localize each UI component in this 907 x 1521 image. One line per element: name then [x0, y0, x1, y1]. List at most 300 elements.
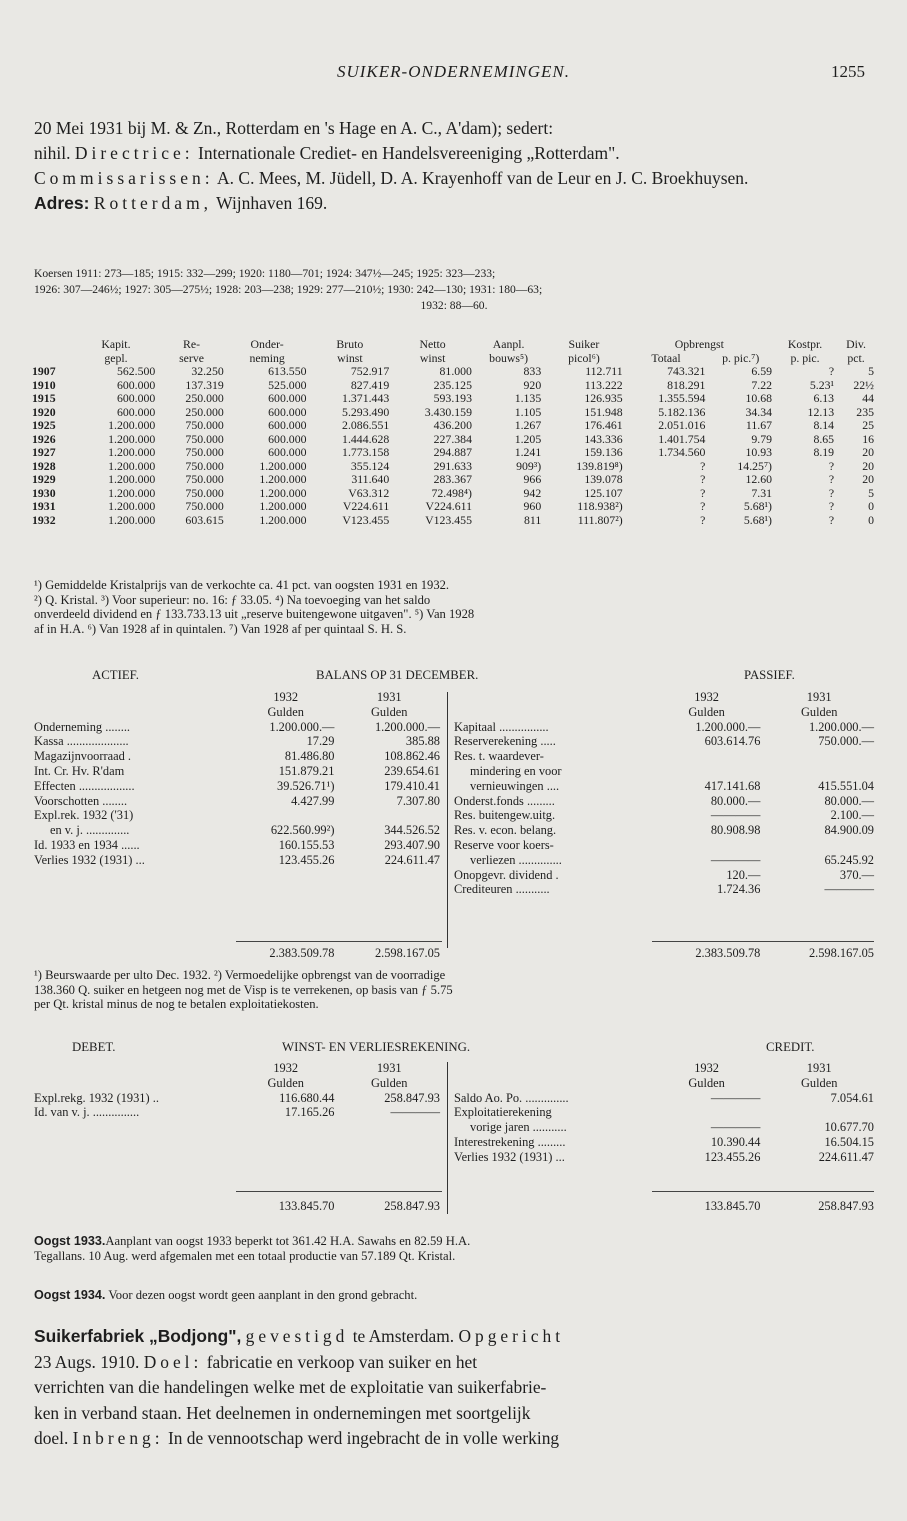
table-cell: 235.125 — [433, 377, 472, 392]
bodjong-doel-text: fabricatie en verkoop van suiker en het — [206, 1351, 478, 1372]
page-number: 1255 — [831, 62, 865, 81]
bodjong-doel-label: Doel: — [143, 1351, 203, 1372]
bodjong-company-name: Suikerfabriek „Bodjong", — [34, 1326, 242, 1346]
credit-table — [452, 1061, 876, 1165]
table-row — [452, 779, 876, 794]
table-row — [452, 794, 876, 809]
passief-table — [452, 690, 876, 897]
table-cell: 283.367 — [433, 472, 472, 486]
year-header: 1932 — [694, 1061, 719, 1075]
table-cell: 113.222 — [584, 377, 623, 392]
table-row — [32, 764, 442, 779]
table-row — [452, 882, 876, 897]
table-cell: 909³) — [516, 458, 542, 473]
table-cell: 1929 — [32, 472, 56, 486]
table-cell: 5.293.490 — [342, 404, 390, 419]
table-cell: 11.67 — [745, 418, 772, 432]
table-cell: 116.680.44 — [279, 1090, 335, 1105]
table-cell: 1.401.754 — [658, 431, 706, 446]
intro-nihil: nihil. — [34, 143, 71, 163]
total-cell: 2.598.167.05 — [808, 946, 874, 960]
table-row — [32, 823, 442, 838]
table-cell: 750.000 — [185, 445, 224, 459]
table-cell: 750.000 — [185, 485, 224, 500]
oogst-1934-label: Oogst 1934. — [34, 1288, 106, 1302]
table-cell: 235 — [856, 404, 874, 419]
koersen-line-3: 1932: 88—60. — [420, 299, 488, 312]
table-cell: 1930 — [32, 485, 56, 500]
commissarissen-text: A. C. Mees, M. Jüdell, D. A. Krayenhoff van de Leur en J. C. Broekhuysen. — [217, 168, 749, 188]
table-cell: 250.000 — [185, 391, 224, 405]
table-row — [30, 460, 876, 474]
table-cell: ? — [828, 485, 835, 500]
table-cell: 355.124 — [350, 458, 390, 473]
footnote-line: 138.360 Q. suiker en hetgeen nog met de Visp is te verrekenen, op basis van ƒ 5.75 — [34, 982, 453, 997]
table-cell: Onderneming ........ — [34, 719, 131, 734]
table-cell: mindering en voor — [470, 763, 562, 778]
bodjong-entry — [34, 1324, 874, 1452]
table-cell: 1.200.000 — [108, 418, 156, 432]
table-header-cell: Div. — [846, 337, 866, 351]
table-cell: 818.291 — [667, 377, 706, 392]
table-cell: 5 — [868, 485, 874, 500]
table-cell: 0 — [868, 512, 874, 527]
year-header: 1932 — [273, 690, 299, 704]
table-cell: Id. 1933 en 1934 ...... — [34, 837, 140, 852]
table-cell: 2.100.— — [830, 808, 874, 823]
table-cell: 293.407.90 — [384, 837, 440, 852]
table-cell: 80.000.— — [824, 793, 874, 808]
table-cell: 1.135 — [514, 391, 542, 405]
table-cell: 6.59 — [751, 364, 772, 378]
table-row — [452, 1120, 876, 1135]
table-cell: 1.205 — [514, 431, 542, 446]
table-row — [452, 823, 876, 838]
actief-heading: ACTIEF. — [92, 668, 139, 682]
table-header-cell: Onder- — [250, 337, 284, 351]
table-cell: Res. t. waardever- — [454, 749, 544, 764]
debet-total — [32, 1199, 442, 1214]
table-header-cell: neming — [249, 351, 285, 365]
table-cell: Effecten .................. — [34, 778, 135, 793]
table-cell: 81.486.80 — [284, 749, 335, 764]
column-divider — [447, 692, 448, 948]
table-cell: 1.200.000 — [108, 445, 156, 459]
table-cell: 1.355.594 — [658, 391, 706, 405]
total-cell: 2.383.509.78 — [695, 946, 761, 960]
adres-text: Wijnhaven 169. — [216, 193, 328, 213]
table-header-cell: bouws⁵) — [489, 351, 529, 365]
table-cell: 827.419 — [350, 377, 390, 392]
table-cell: 811 — [523, 512, 542, 527]
table-cell: Kapitaal ................ — [454, 719, 549, 734]
table-header-cell — [30, 337, 75, 351]
table-cell: 1926 — [32, 431, 56, 446]
intro-paragraph — [34, 116, 874, 216]
table-cell: 1.200.000 — [108, 458, 156, 473]
table-cell: ? — [828, 472, 835, 486]
passief-total — [452, 946, 876, 961]
table-row — [32, 808, 442, 823]
table-cell: 239.654.61 — [384, 763, 440, 778]
table-cell: ? — [700, 512, 706, 527]
table-cell: 12.60 — [745, 472, 772, 486]
table-cell: 72.498⁴) — [431, 485, 472, 500]
table-cell: 1.200.000 — [108, 512, 156, 527]
bodjong-date: 23 Augs. 1910. — [34, 1351, 140, 1372]
table-cell: 5.23¹ — [809, 377, 835, 392]
table-cell: 1.200.000.— — [695, 719, 761, 734]
table-cell: 966 — [523, 472, 542, 486]
table-row — [30, 473, 876, 487]
oogst-1933-text: Aanplant van oogst 1933 beperkt tot 361.42 H.A. Sawahs en 82.59 H.A. — [105, 1234, 471, 1248]
table-header-row — [32, 1076, 442, 1091]
table-cell: 7.054.61 — [830, 1090, 874, 1105]
table-cell: 600.000 — [116, 377, 156, 392]
table-header-cell: Netto — [419, 337, 446, 351]
table-cell: 1925 — [32, 418, 56, 432]
table-cell: 1.200.000 — [259, 485, 307, 500]
table-row — [32, 734, 442, 749]
table-row — [452, 868, 876, 883]
directrice-label: Directrice: — [74, 143, 194, 163]
table-cell: 5.68¹) — [743, 512, 772, 527]
bodjong-line-3: verrichten van die handelingen welke met de exploitatie van suikerfabrie- — [34, 1377, 547, 1397]
table-row — [32, 794, 442, 809]
table-cell: 20 — [862, 458, 874, 473]
credit-heading: CREDIT. — [766, 1040, 815, 1054]
table-header-cell: Re- — [183, 337, 201, 351]
table-cell: 250.000 — [185, 404, 224, 419]
table-header-cell — [452, 1061, 651, 1076]
total-cell: 133.845.70 — [704, 1199, 761, 1213]
table-cell: 8.19 — [813, 445, 835, 459]
table-header-cell — [32, 1061, 235, 1076]
table-header-cell: Suiker — [568, 337, 600, 351]
table-cell — [651, 1105, 763, 1120]
table-footnotes — [34, 578, 874, 636]
oogst-1934-line — [34, 1288, 874, 1303]
table-header-row — [32, 705, 442, 720]
table-cell: 593.193 — [433, 391, 472, 405]
year-header: 1932 — [273, 1061, 299, 1075]
table-cell: V123.455 — [342, 512, 390, 527]
table-cell: 81.000 — [439, 364, 472, 378]
table-cell: 344.526.52 — [384, 823, 440, 838]
table-cell: 613.550 — [268, 364, 307, 378]
table-cell: 123.455.26 — [704, 1149, 761, 1164]
table-cell: 562.500 — [116, 364, 156, 378]
table-row — [452, 1105, 876, 1120]
table-row — [30, 419, 876, 433]
total-cell: 133.845.70 — [278, 1199, 335, 1213]
table-cell: 294.887 — [433, 445, 472, 459]
table-cell: ? — [700, 472, 706, 486]
table-cell — [452, 946, 651, 961]
table-cell: 160.155.53 — [278, 837, 335, 852]
table-cell: V224.611 — [425, 499, 472, 513]
dividend-table — [30, 337, 876, 527]
table-cell: 10.93 — [745, 445, 772, 459]
table-cell: 151.879.21 — [278, 763, 335, 778]
table-cell: 750.000 — [185, 472, 224, 486]
table-header-row — [452, 1076, 876, 1091]
table-cell: 525.000 — [268, 377, 307, 392]
table-row — [30, 500, 876, 514]
table-cell: Expl.rekg. 1932 (1931) .. — [34, 1090, 159, 1105]
table-row — [32, 779, 442, 794]
table-cell: 1928 — [32, 458, 56, 473]
table-cell: 1910 — [32, 377, 56, 392]
table-row — [32, 749, 442, 764]
table-cell — [32, 1199, 235, 1214]
table-row — [452, 1150, 876, 1165]
table-row — [30, 487, 876, 501]
table-cell: 14.25⁷) — [737, 458, 772, 473]
table-cell: 1.724.36 — [717, 882, 761, 897]
table-cell — [336, 808, 442, 823]
table-cell: 111.807²) — [577, 512, 623, 527]
table-cell: 1920 — [32, 404, 56, 419]
table-cell: 600.000 — [268, 431, 307, 446]
table-header-cell: winst — [419, 351, 446, 365]
table-cell: Magazijnvoorraad . — [34, 749, 132, 764]
table-cell: 1.200.000 — [259, 499, 307, 513]
table-row — [452, 808, 876, 823]
dividend-table-body — [30, 365, 876, 527]
table-cell: vernieuwingen .... — [470, 778, 560, 793]
table-cell: 151.948 — [584, 404, 623, 419]
debet-heading: DEBET. — [72, 1040, 116, 1054]
table-cell: 3.430.159 — [424, 404, 472, 419]
winst-title: WINST- EN VERLIESREKENING. — [282, 1040, 471, 1054]
year-header: 1931 — [806, 690, 832, 704]
table-header-row — [30, 337, 876, 351]
table-cell: 143.336 — [584, 431, 623, 446]
table-cell: 291.633 — [433, 458, 472, 473]
year-header: 1931 — [376, 690, 402, 704]
table-cell: 139.078 — [584, 472, 623, 486]
table-row — [32, 838, 442, 853]
footnote-line: ¹) Beurswaarde per ulto Dec. 1932. ²) Vermoedelijke opbrengst van de voorradige — [34, 968, 446, 982]
table-cell: ———— — [710, 1090, 761, 1105]
table-cell: Crediteuren ........... — [454, 882, 550, 897]
table-cell: 1907 — [32, 364, 56, 378]
table-cell: 39.526.71¹) — [277, 778, 335, 793]
table-cell: 750.000.— — [818, 734, 874, 749]
oogst-1933-label: Oogst 1933. — [34, 1234, 106, 1248]
table-header-row — [452, 690, 876, 705]
table-header-cell — [452, 690, 651, 705]
table-cell: 1915 — [32, 391, 56, 405]
table-cell: 6.13 — [813, 391, 835, 405]
table-row — [32, 853, 442, 868]
table-cell: verliezen .............. — [470, 852, 562, 867]
sum-rule — [652, 1191, 874, 1192]
column-divider — [447, 1062, 448, 1214]
table-cell: 1.241 — [514, 445, 542, 459]
table-cell: 750.000 — [185, 458, 224, 473]
table-cell — [235, 808, 336, 823]
table-cell: 0 — [868, 499, 874, 513]
table-cell: 126.935 — [584, 391, 623, 405]
table-row — [30, 379, 876, 393]
table-cell: 750.000 — [185, 499, 224, 513]
table-cell: 65.245.92 — [824, 852, 874, 867]
table-cell: ? — [700, 499, 706, 513]
table-row — [452, 764, 876, 779]
table-cell: 370.— — [839, 867, 874, 882]
oogst-1934 — [34, 1288, 874, 1303]
table-cell: 5.182.136 — [658, 404, 706, 419]
table-header-cell — [30, 351, 75, 365]
unit-header: Gulden — [267, 704, 304, 719]
table-cell: 7.307.80 — [396, 793, 440, 808]
running-header — [0, 62, 907, 86]
table-cell: 84.900.09 — [824, 823, 874, 838]
table-cell: 942 — [523, 485, 542, 500]
table-cell: 1.200.000 — [108, 472, 156, 486]
table-row — [452, 1135, 876, 1150]
table-row — [452, 838, 876, 853]
table-header-cell: p. pic.⁷) — [722, 351, 760, 365]
sum-rule — [236, 941, 442, 942]
table-cell: V224.611 — [342, 499, 390, 513]
table-header-cell: Bruto — [336, 337, 364, 351]
table-header-cell — [32, 705, 235, 720]
table-cell — [651, 749, 763, 764]
directrice-text: Internationale Crediet- en Handelsvereeniging „Rotterdam". — [198, 143, 620, 163]
table-cell: 2.051.016 — [658, 418, 706, 432]
unit-header: Gulden — [267, 1075, 304, 1090]
table-cell: 25 — [862, 418, 874, 432]
table-cell: 1.200.000.— — [269, 719, 335, 734]
table-cell: 603.615 — [185, 512, 224, 527]
table-cell: 125.107 — [584, 485, 623, 500]
total-cell: 2.598.167.05 — [374, 946, 440, 960]
bodjong-opgericht-label: Opgericht — [458, 1326, 565, 1346]
table-cell: 224.611.47 — [384, 852, 440, 867]
oogst-1933-line-2: Tegallans. 10 Aug. werd afgemalen met een totaal productie van 57.189 Qt. Kristal. — [34, 1249, 456, 1263]
bodjong-inbreng-label: Inbreng: — [72, 1428, 164, 1448]
sum-rule — [236, 1191, 442, 1192]
table-cell: 176.461 — [584, 418, 623, 432]
table-row — [32, 720, 442, 735]
table-cell: 622.560.99²) — [270, 823, 335, 838]
table-cell: 600.000 — [268, 445, 307, 459]
table-cell: 4.427.99 — [291, 793, 335, 808]
table-header-cell: pct. — [847, 351, 865, 365]
actief-table — [32, 690, 442, 868]
table-cell: 1927 — [32, 445, 56, 459]
table-cell: 1932 — [32, 512, 56, 527]
table-header-cell — [32, 690, 235, 705]
table-cell: 159.136 — [584, 445, 623, 459]
table-cell: 1.200.000 — [259, 458, 307, 473]
table-cell: ? — [828, 512, 835, 527]
table-header-row — [32, 1061, 442, 1076]
table-cell: 120.— — [726, 867, 761, 882]
table-cell: ———— — [710, 808, 761, 823]
table-cell: 258.847.93 — [384, 1090, 440, 1105]
table-row — [32, 1105, 442, 1120]
koersen-block — [34, 266, 874, 314]
bodjong-line-2 — [34, 1350, 874, 1376]
table-cell: 600.000 — [116, 404, 156, 419]
table-cell: 920 — [523, 377, 542, 392]
table-cell: 179.410.41 — [384, 778, 440, 793]
table-cell: 1.371.443 — [342, 391, 390, 405]
bodjong-gevestigd: gevestigd — [245, 1326, 349, 1346]
table-cell: Exploitatierekening — [454, 1105, 552, 1120]
footnote-line: af in H.A. ⁶) Van 1928 af in quintalen. ⁷) Van 1928 af per quintaal S. H. S. — [34, 621, 407, 636]
table-cell: 123.455.26 — [278, 852, 335, 867]
table-header-cell: winst — [337, 351, 363, 365]
table-row — [452, 720, 876, 735]
unit-header: Gulden — [370, 704, 408, 719]
credit-total — [452, 1199, 876, 1214]
table-cell: 1.200.000 — [108, 485, 156, 500]
bodjong-doel-end: doel. — [34, 1428, 69, 1448]
table-cell: 17.165.26 — [284, 1105, 335, 1120]
table-header-cell: Kostpr. — [787, 337, 823, 351]
debet-table — [32, 1061, 442, 1120]
table-header-cell: Aanpl. — [492, 337, 525, 351]
table-cell: ———— — [710, 852, 761, 867]
table-header-cell — [452, 1076, 651, 1091]
table-row — [30, 514, 876, 528]
table-cell: ? — [828, 364, 835, 378]
balans-title: BALANS OP 31 DECEMBER. — [316, 668, 479, 682]
table-header-cell: Opbrengst — [674, 337, 724, 351]
table-cell: 20 — [862, 472, 874, 486]
table-row — [30, 406, 876, 420]
table-cell: Verlies 1932 (1931) ... — [34, 852, 145, 867]
total-cell: 258.847.93 — [818, 1199, 874, 1213]
bodjong-inbreng-text: In de vennootschap werd ingebracht de in volle werking — [167, 1428, 560, 1448]
table-cell: ———— — [824, 882, 874, 897]
table-cell: 80.908.98 — [710, 823, 761, 838]
table-cell: 600.000 — [268, 418, 307, 432]
table-cell: 385.88 — [405, 734, 440, 749]
table-cell: 139.819⁸) — [576, 458, 623, 473]
table-cell — [762, 764, 876, 779]
table-cell: 8.65 — [813, 431, 835, 446]
adres-city: Rotterdam, — [93, 193, 213, 213]
table-cell: Onopgevr. dividend . — [454, 867, 559, 882]
table-cell: Res. buitengew.uitg. — [454, 808, 556, 823]
table-header-cell: p. pic. — [790, 351, 820, 365]
table-cell: 118.938²) — [577, 499, 623, 513]
table-cell: Verlies 1932 (1931) ... — [454, 1149, 565, 1164]
footnote-line: onverdeeld dividend en ƒ 133.733.13 uit „reserve buitengewone uitgaven". ⁵) Van 1928 — [34, 607, 475, 621]
table-header-cell: gepl. — [104, 351, 128, 365]
table-cell: 1.200.000.— — [808, 719, 874, 734]
bodjong-location: te Amsterdam. — [352, 1326, 455, 1346]
table-header-cell — [32, 1076, 235, 1091]
table-cell — [452, 1199, 651, 1214]
table-cell: 137.319 — [185, 377, 224, 392]
oogst-1934-text: Voor dezen oogst wordt geen aanplant in den grond gebracht. — [108, 1288, 418, 1302]
bodjong-line-5 — [34, 1426, 874, 1452]
koersen-line-2: 1926: 307—246½; 1927: 305—275½; 1928: 203—238; 1929: 277—210½; 1930: 242—130; 1931: 180—63; — [34, 283, 543, 296]
table-cell: 80.000.— — [710, 793, 761, 808]
unit-header: Gulden — [370, 1075, 408, 1090]
table-cell: ? — [828, 458, 835, 473]
table-cell: 603.614.76 — [704, 734, 761, 749]
table-header-cell: Kapit. — [101, 337, 131, 351]
table-row — [452, 749, 876, 764]
